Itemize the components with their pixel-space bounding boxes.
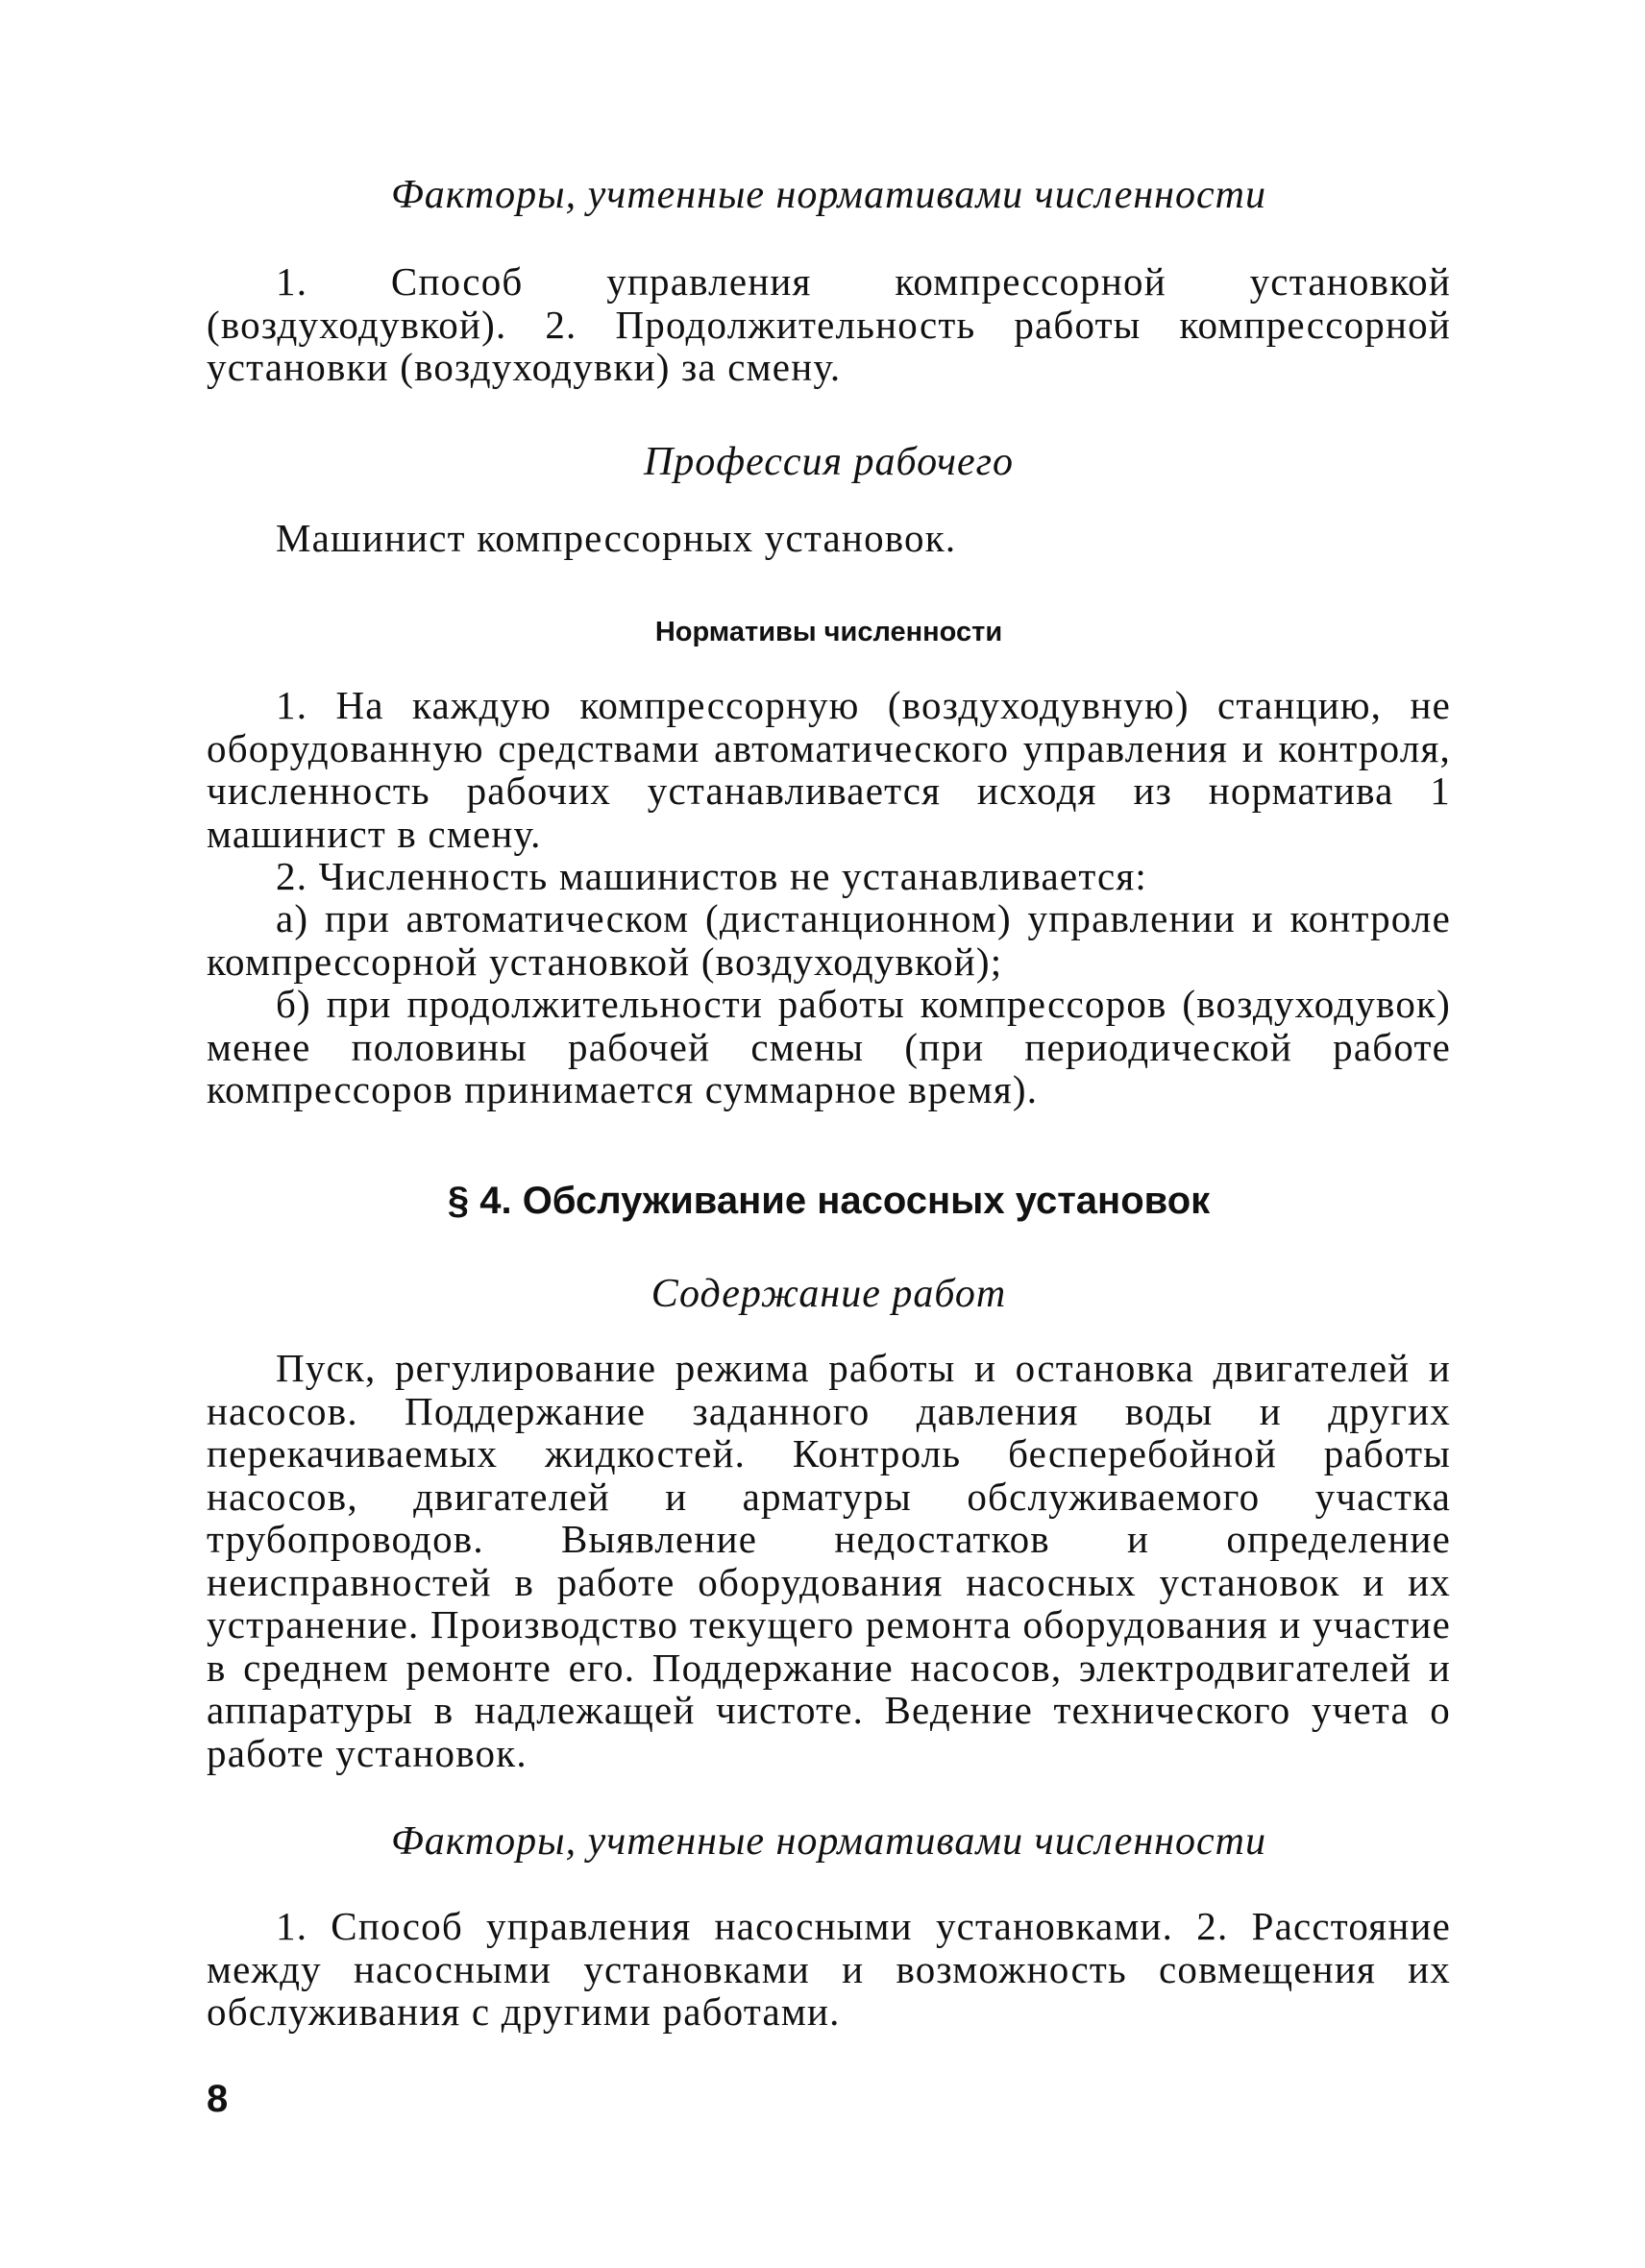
- norms-item-2b: б) при продолжительности работы компрессоров (воздуходувок) менее половины рабочей смены (при периодической работе компрессоров принимается суммарное время).: [207, 982, 1451, 1111]
- factors-heading-2: Факторы, учтенные нормативами численности: [390, 1819, 1266, 1864]
- work-content-heading: Содержание работ: [651, 1272, 1007, 1316]
- factors-text-2: 1. Способ управления насосными установками. 2. Расстояние между насосными установками и возможность совмещения их обслуживания с другими работами.: [207, 1904, 1451, 2034]
- norms-item-2a: а) при автоматическом (дистанционном) управлении и контроле компрессорной установкой (воздуходувкой);: [207, 896, 1451, 984]
- norms-item-1: 1. На каждую компрессорную (воздуходувную) станцию, не оборудованную средствами автоматического управления и контроля, численность рабочих устанавливается исходя из норматива 1 машинист в смену.: [207, 683, 1451, 856]
- norms-heading: Нормативы численности: [654, 617, 1003, 647]
- profession-text: Машинист компрессорных установок.: [276, 516, 957, 560]
- factors-heading-1: Факторы, учтенные нормативами численности: [390, 173, 1266, 217]
- section-4-heading: § 4. Обслуживание насосных установок: [447, 1180, 1211, 1222]
- profession-heading: Профессия рабочего: [643, 440, 1015, 484]
- page-number: 8: [207, 2078, 229, 2120]
- work-content-text: Пуск, регулирование режима работы и остановка двигателей и насосов. Поддержание заданного давления воды и других перекачиваемых жидкостей. Контроль бесперебойной работы насосов, двигателей и арматуры обслуживаемого участка трубопроводов. Выявление недостатков и определение неисправностей в работе оборудования насосных установок и их устранение. Производство текущего ремонта оборудования и участие в среднем ремонте его. Поддержание насосов, электродвигателей и аппаратуры в надлежащей чистоте. Ведение технического учета о работе установок.: [207, 1346, 1451, 1775]
- norms-item-2: 2. Численность машинистов не устанавливается:: [276, 854, 1147, 898]
- factors-text-1: 1. Способ управления компрессорной установкой (воздуходувкой). 2. Продолжительность работы компрессорной установки (воздуходувки) за смену.: [207, 259, 1451, 389]
